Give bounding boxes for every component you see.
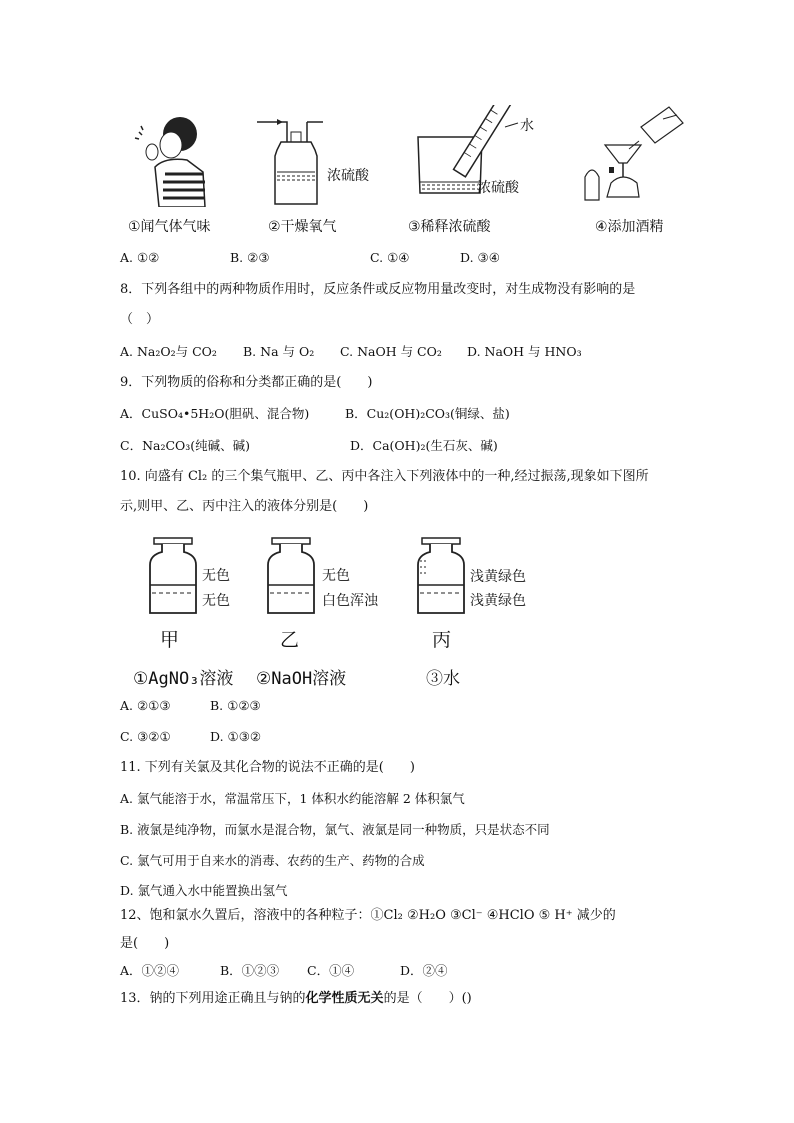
q11-option-c: C. 氯气可用于自来水的消毒、农药的生产、药物的合成 xyxy=(120,853,425,868)
q12-stem-2: 是( ) xyxy=(120,936,170,951)
fig7-label-acid-2: 浓硫酸 xyxy=(477,180,519,196)
q7-option-c: C. ①④ xyxy=(370,250,410,265)
jar-jia-bottom-label: 无色 xyxy=(202,593,230,609)
q9-option-d: D．Ca(OH)₂(生石灰、碱) xyxy=(350,438,498,453)
fig7-label-water: 水 xyxy=(520,118,534,134)
jar-yi-top-label: 无色 xyxy=(322,568,350,584)
q10-option-b: B. ①②③ xyxy=(210,698,261,713)
q10-stem-2: 示,则甲、乙、丙中注入的液体分别是( ) xyxy=(120,499,369,514)
fig7-caption-4: ④添加酒精 xyxy=(595,219,664,235)
jar-jia-top-label: 无色 xyxy=(202,568,230,584)
gas-washing-bottle-figure xyxy=(255,112,330,207)
q11-option-d: D. 氯气通入水中能置换出氢气 xyxy=(120,883,288,898)
q8-option-c: C. NaOH 与 CO₂ xyxy=(340,344,442,359)
q8-paren: （ ） xyxy=(120,312,160,327)
q8-stem: 8．下列各组中的两种物质作用时，反应条件或反应物用量改变时，对生成物没有影响的是 xyxy=(120,282,636,297)
solution-1: ①AgNO₃溶液 xyxy=(133,669,234,689)
q10-stem-1: 10. 向盛有 Cl₂ 的三个集气瓶甲、乙、丙中各注入下列液体中的一种,经过振荡,现象如下图所 xyxy=(120,469,649,484)
jar-bing-top-label: 浅黄绿色 xyxy=(470,569,526,585)
solution-3: ③水 xyxy=(426,669,460,689)
q7-option-b: B. ②③ xyxy=(230,250,270,265)
fig7-label-acid-1: 浓硫酸 xyxy=(327,168,369,184)
q10-option-a: A. ②①③ xyxy=(120,698,171,713)
q11-stem: 11. 下列有关氯及其化合物的说法不正确的是( ) xyxy=(120,760,415,775)
q8-option-a: A. Na₂O₂与 CO₂ xyxy=(120,344,217,359)
q13-stem-bold: 化学性质无关 xyxy=(305,991,384,1006)
q13-stem xyxy=(120,990,472,1008)
solution-2: ②NaOH溶液 xyxy=(256,669,347,689)
q12-option-c: C．①④ xyxy=(307,963,355,978)
add-alcohol-figure xyxy=(583,105,693,205)
jar-jia xyxy=(148,537,198,615)
q11-option-a: A. 氯气能溶于水，常温常压下，1 体积水约能溶解 2 体积氯气 xyxy=(120,791,465,806)
q10-option-c: C. ③②① xyxy=(120,729,171,744)
q13-stem-pre: 13．钠的下列用途正确且与钠的 xyxy=(120,991,306,1006)
jar-bing-bottom-label: 浅黄绿色 xyxy=(470,593,526,609)
fig7-caption-2: ②干燥氧气 xyxy=(268,219,337,235)
jar-yi-name: 乙 xyxy=(280,629,300,651)
jar-jia-name: 甲 xyxy=(160,629,180,651)
smell-gas-figure xyxy=(125,112,215,207)
q9-option-b: B．Cu₂(OH)₂CO₃(铜绿、盐) xyxy=(345,406,510,421)
q7-option-d: D. ③④ xyxy=(460,250,500,265)
q11-option-b: B. 液氯是纯净物，而氯水是混合物，氯气、液氯是同一种物质，只是状态不同 xyxy=(120,822,550,837)
q8-option-d: D. NaOH 与 HNO₃ xyxy=(467,344,582,359)
q10-option-d: D. ①③② xyxy=(210,729,262,744)
q12-option-a: A．①②④ xyxy=(120,963,180,978)
q7-option-a: A. ①② xyxy=(120,250,160,265)
q13-stem-post: 的是（ ）() xyxy=(383,991,472,1006)
jar-bing xyxy=(416,537,466,615)
q9-option-c: C．Na₂CO₃(纯碱、碱) xyxy=(120,438,251,453)
q8-option-b: B. Na 与 O₂ xyxy=(243,344,315,359)
q12-option-b: B．①②③ xyxy=(220,963,280,978)
q9-stem: 9．下列物质的俗称和分类都正确的是( ) xyxy=(120,375,373,390)
jar-yi xyxy=(266,537,316,615)
q9-option-a: A．CuSO₄•5H₂O(胆矾、混合物) xyxy=(120,406,310,421)
jar-yi-bottom-label: 白色浑浊 xyxy=(322,593,378,609)
fig7-caption-1: ①闻气体气味 xyxy=(128,219,211,235)
q12-stem: 12、饱和氯水久置后，溶液中的各种粒子：①Cl₂ ②H₂O ③Cl⁻ ④HClO ⑤ H⁺ 减少的 xyxy=(120,908,616,923)
q12-option-d: D．②④ xyxy=(400,963,448,978)
fig7-caption-3: ③稀释浓硫酸 xyxy=(408,219,491,235)
jar-bing-name: 丙 xyxy=(432,629,452,651)
